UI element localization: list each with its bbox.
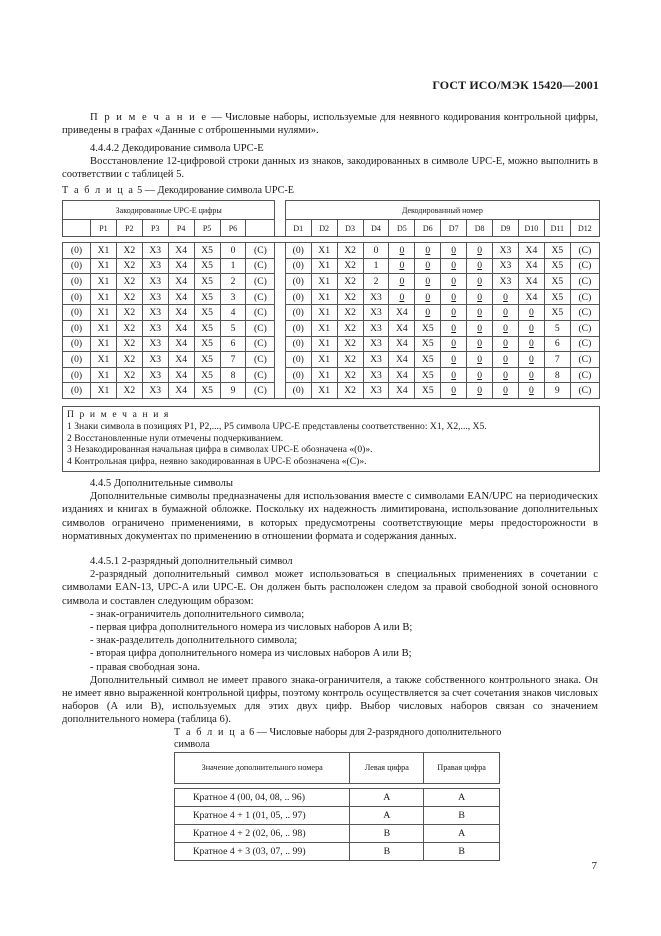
table-cell: (C)	[246, 320, 275, 336]
table-cell: 0	[493, 320, 519, 336]
table-cell: X4	[389, 305, 415, 321]
table-cell: X4	[518, 258, 544, 274]
table-cell: (C)	[570, 289, 599, 305]
table5-note: 2 Восстановленные нули отмечены подчеркиванием.	[67, 432, 284, 444]
table-cell: X3	[142, 289, 168, 305]
table5-col-header: D5	[389, 220, 415, 237]
table-row	[63, 274, 600, 290]
table-cell: X3	[142, 383, 168, 399]
table5-notes-title: П р и м е ч а н и я	[67, 408, 170, 420]
table-cell: (0)	[285, 367, 311, 383]
table-cell: A	[424, 789, 500, 807]
table-cell: X1	[90, 367, 116, 383]
table-cell: X5	[544, 243, 570, 259]
table5-col-header: D1	[285, 220, 311, 237]
table-cell: 0	[415, 258, 441, 274]
table5-col-header: P2	[116, 220, 142, 237]
table-cell: X5	[194, 305, 220, 321]
table-cell: (C)	[246, 258, 275, 274]
table-cell: X5	[544, 258, 570, 274]
document-header: ГОСТ ИСО/МЭК 15420—2001	[432, 78, 599, 92]
table-cell: X5	[415, 320, 441, 336]
table5-notes	[63, 406, 600, 471]
table-row	[175, 825, 500, 843]
table-cell: 1	[220, 258, 246, 274]
table-cell: X3	[142, 336, 168, 352]
table-cell: 3	[220, 289, 246, 305]
table-cell: 7	[220, 352, 246, 368]
table-cell: X4	[168, 320, 194, 336]
table-cell: 6	[220, 336, 246, 352]
table-cell: X4	[389, 352, 415, 368]
table-cell: X1	[311, 305, 337, 321]
table-cell: 0	[441, 336, 467, 352]
table-cell: 0	[441, 383, 467, 399]
table5-caption	[62, 184, 598, 197]
table-cell: X4	[389, 367, 415, 383]
table5-note: 4 Контрольная цифра, неявно закодированная в UPC-E обозначена «(C)».	[67, 456, 367, 468]
table-cell: X3	[142, 320, 168, 336]
table-cell: X1	[311, 320, 337, 336]
table-cell: X2	[116, 305, 142, 321]
table-cell: X4	[518, 274, 544, 290]
table-cell: X4	[168, 336, 194, 352]
table-cell: X2	[337, 336, 363, 352]
table-cell: X1	[90, 274, 116, 290]
table5-col-header: P3	[142, 220, 168, 237]
table-cell: A	[350, 789, 424, 807]
table-cell: 0	[467, 305, 493, 321]
table-cell: X4	[168, 243, 194, 259]
table-cell: 5	[544, 320, 570, 336]
table-cell: (C)	[570, 274, 599, 290]
table5-col-header: D4	[363, 220, 389, 237]
table5-col-header: D12	[570, 220, 599, 237]
list-item: - знак-разделитель дополнительного символа;	[90, 635, 298, 647]
section-445-text: Дополнительные символы предназначены для использования вместе с символами EAN/UPC на периодических изданиях и книгах в бумажной обложке. Поскольку их надежность лимитирована, использование дополнительных символов ограничено применениями, в которых предусмотрены соответствующие меры предосторожности в нормативных документах по применению в отношении формата и содержания данных.	[62, 491, 598, 542]
table-cell: 0	[518, 336, 544, 352]
table-cell: (0)	[63, 258, 91, 274]
table5-col-header: D8	[467, 220, 493, 237]
table-cell: 0	[415, 289, 441, 305]
table5-col-header: P1	[90, 220, 116, 237]
table-cell: 0	[415, 243, 441, 259]
table5-col-header: P4	[168, 220, 194, 237]
table-cell: 5	[220, 320, 246, 336]
table-cell: X4	[168, 289, 194, 305]
table6	[174, 752, 500, 861]
table-cell: 9	[220, 383, 246, 399]
table-cell: 0	[493, 305, 519, 321]
table-cell: (C)	[570, 336, 599, 352]
table-cell: X5	[194, 320, 220, 336]
table-cell: (0)	[285, 289, 311, 305]
table-cell: (0)	[285, 274, 311, 290]
table-cell: B	[350, 843, 424, 861]
list-item: - первая цифра дополнительного номера из числовых наборов A или B;	[90, 622, 413, 634]
table-cell: X1	[311, 274, 337, 290]
table-cell: X3	[493, 258, 519, 274]
table-cell: 4	[220, 305, 246, 321]
table-cell: X5	[415, 352, 441, 368]
table-cell: 0	[441, 305, 467, 321]
table-cell: X1	[90, 305, 116, 321]
table-cell: 8	[544, 367, 570, 383]
table5-head-right: Декодированный номер	[285, 201, 599, 220]
table5-note: 3 Незакодированная начальная цифра в символах UPC-E обозначена «(0)».	[67, 444, 373, 456]
table-cell: Кратное 4 (00, 04, 08, .. 96)	[175, 789, 350, 807]
table-cell: X4	[168, 383, 194, 399]
table-row	[63, 367, 600, 383]
table5-note: 1 Знаки символа в позициях P1, P2,..., P5 символа UPC-E представлены соответственно: X1, X2,..., X5.	[67, 420, 487, 432]
table-cell: X2	[337, 367, 363, 383]
table-cell: 0	[467, 258, 493, 274]
table-cell: 0	[493, 367, 519, 383]
table-cell: 8	[220, 367, 246, 383]
table-cell: 9	[544, 383, 570, 399]
table-cell: X4	[168, 352, 194, 368]
table-cell: (0)	[285, 336, 311, 352]
table-cell: X1	[90, 258, 116, 274]
table-cell: X5	[415, 336, 441, 352]
table-cell: B	[424, 843, 500, 861]
table-cell: (C)	[246, 367, 275, 383]
table-cell: X5	[194, 289, 220, 305]
table-cell: X3	[363, 352, 389, 368]
table-cell: X1	[311, 258, 337, 274]
table-cell: X1	[311, 336, 337, 352]
table-cell: (0)	[63, 243, 91, 259]
table-cell: (C)	[246, 289, 275, 305]
table-cell: (C)	[570, 305, 599, 321]
table-cell: 0	[441, 352, 467, 368]
section-4442	[62, 142, 598, 182]
table-cell: 0	[389, 243, 415, 259]
table-cell: X2	[116, 367, 142, 383]
table-cell: X5	[415, 383, 441, 399]
table6-head-value: Значение дополнительного номера	[175, 753, 350, 784]
table-cell: (0)	[285, 258, 311, 274]
table-cell: A	[424, 825, 500, 843]
table-row	[63, 305, 600, 321]
table-cell: X3	[142, 305, 168, 321]
table-cell: 0	[389, 274, 415, 290]
table-cell: (C)	[246, 305, 275, 321]
table-cell: X1	[311, 243, 337, 259]
table-cell: X5	[194, 274, 220, 290]
table-cell: X5	[415, 367, 441, 383]
table-cell: X2	[116, 243, 142, 259]
table-cell: X3	[363, 305, 389, 321]
table-cell: X2	[337, 274, 363, 290]
section-4442-text: Восстановление 12-цифровой строки данных из знаков, закодированных в символе UPC-E, можно выполнить в соответствии с таблицей 5.	[62, 156, 598, 181]
table-cell: X4	[168, 305, 194, 321]
table-row	[63, 352, 600, 368]
table-cell: X5	[544, 289, 570, 305]
table-cell: X4	[389, 383, 415, 399]
table-cell: X5	[194, 258, 220, 274]
table-cell: X5	[544, 305, 570, 321]
table-cell: 0	[220, 243, 246, 259]
table-cell: Кратное 4 + 3 (03, 07, .. 99)	[175, 843, 350, 861]
table-cell: X2	[337, 320, 363, 336]
table-cell: 0	[467, 243, 493, 259]
table5-col-header: D11	[544, 220, 570, 237]
table-cell: 0	[389, 289, 415, 305]
table-cell: (0)	[285, 320, 311, 336]
table-cell: (0)	[285, 305, 311, 321]
table-cell: (0)	[285, 352, 311, 368]
table-cell: X1	[311, 352, 337, 368]
table6-caption-text: 6 — Числовые наборы для 2-разрядного дополнительного символа	[174, 727, 502, 750]
table-cell: Кратное 4 + 2 (02, 06, .. 98)	[175, 825, 350, 843]
table-cell: (0)	[63, 352, 91, 368]
table-cell: X1	[90, 352, 116, 368]
table-cell: X2	[116, 336, 142, 352]
table-cell: (C)	[246, 243, 275, 259]
table-cell: (C)	[570, 352, 599, 368]
table-cell: X2	[116, 289, 142, 305]
table-cell: X2	[116, 274, 142, 290]
table-cell: (0)	[285, 243, 311, 259]
table5-col-header: D2	[311, 220, 337, 237]
table-cell: 0	[518, 383, 544, 399]
table-cell: 0	[441, 243, 467, 259]
table-cell: X5	[194, 243, 220, 259]
table-cell: X2	[337, 305, 363, 321]
table-cell: (C)	[246, 383, 275, 399]
table-cell: (0)	[285, 383, 311, 399]
table-cell: X5	[194, 367, 220, 383]
table-row	[175, 843, 500, 861]
section-4451-heading: 4.4.5.1 2-разрядный дополнительный символ	[90, 556, 293, 567]
table-cell: 0	[467, 367, 493, 383]
table-cell: X4	[389, 336, 415, 352]
table-row	[63, 320, 600, 336]
table5-col-header: D6	[415, 220, 441, 237]
table-cell: X3	[493, 243, 519, 259]
table-cell: X3	[142, 258, 168, 274]
table-cell: X2	[337, 352, 363, 368]
table-cell: 0	[493, 383, 519, 399]
table-cell: (0)	[63, 383, 91, 399]
table-cell: 0	[415, 305, 441, 321]
table-cell: X3	[363, 367, 389, 383]
table-cell: X2	[337, 243, 363, 259]
table-cell: 0	[467, 383, 493, 399]
table5-caption-label: Т а б л и ц а	[62, 185, 135, 196]
table-cell: 0	[518, 320, 544, 336]
table-cell: 7	[544, 352, 570, 368]
table5-col-header	[63, 220, 91, 237]
list-item: - правая свободная зона.	[90, 661, 200, 673]
table-cell: 0	[467, 320, 493, 336]
table5	[62, 200, 600, 472]
table-cell: X5	[194, 352, 220, 368]
table-cell: 0	[441, 320, 467, 336]
table-cell: X1	[90, 320, 116, 336]
page-number: 7	[591, 860, 597, 872]
table-cell: X1	[90, 289, 116, 305]
table-cell: X4	[168, 258, 194, 274]
table-row	[175, 807, 500, 825]
table-cell: X3	[493, 274, 519, 290]
table-cell: X3	[363, 289, 389, 305]
table-cell: 0	[441, 274, 467, 290]
table5-col-header: P6	[220, 220, 246, 237]
table-cell: X5	[544, 274, 570, 290]
table-cell: X1	[90, 243, 116, 259]
table-cell: 0	[467, 289, 493, 305]
table-cell: 0	[363, 243, 389, 259]
table-row	[63, 258, 600, 274]
section-445-heading: 4.4.5 Дополнительные символы	[90, 478, 233, 489]
table-cell: Кратное 4 + 1 (01, 05, .. 97)	[175, 807, 350, 825]
section-4451	[62, 555, 598, 727]
table-cell: (C)	[570, 258, 599, 274]
table-cell: (C)	[246, 352, 275, 368]
table-cell: 0	[493, 336, 519, 352]
table6-caption-label: Т а б л и ц а	[174, 727, 247, 738]
list-item: - знак-ограничитель дополнительного символа;	[90, 608, 305, 620]
table-cell: (C)	[570, 320, 599, 336]
table-row	[63, 243, 600, 259]
table-row	[175, 789, 500, 807]
table-cell: X1	[311, 383, 337, 399]
table-cell: A	[350, 807, 424, 825]
table-cell: X4	[518, 289, 544, 305]
table-cell: 0	[493, 289, 519, 305]
table-row	[63, 383, 600, 399]
table-cell: X2	[116, 320, 142, 336]
table5-head-left: Закодированные UPC-E цифры	[63, 201, 275, 220]
table-cell: X2	[337, 383, 363, 399]
table-cell: 0	[389, 258, 415, 274]
table-cell: X3	[142, 352, 168, 368]
table-cell: 2	[363, 274, 389, 290]
table-cell: X2	[337, 289, 363, 305]
table-cell: 0	[441, 289, 467, 305]
section-445	[62, 477, 598, 543]
table-cell: 0	[467, 274, 493, 290]
table-cell: X2	[116, 352, 142, 368]
table-cell: X5	[194, 383, 220, 399]
table-cell: (C)	[570, 243, 599, 259]
table-cell: X2	[116, 383, 142, 399]
table-cell: X1	[90, 336, 116, 352]
table5-col-header: D3	[337, 220, 363, 237]
table-row	[63, 289, 600, 305]
table-cell: (C)	[246, 336, 275, 352]
table-cell: X4	[168, 367, 194, 383]
table-row	[63, 336, 600, 352]
note-text: — Числовые наборы, используемые для неявного кодирования контрольной цифры, приведены в графах «Данные с отброшенными нулями».	[62, 112, 598, 137]
table-cell: (0)	[63, 367, 91, 383]
table-cell: 0	[441, 367, 467, 383]
table-cell: 1	[363, 258, 389, 274]
table-cell: X3	[363, 336, 389, 352]
table-cell: 0	[518, 305, 544, 321]
section-4451-text: 2-разрядный дополнительный символ может использоваться в специальных применениях в сочетании с символами EAN-13, UPC-A или UPC-E. Он должен быть расположен следом за правой свободной зоной основного символа и составлен следующим образом:	[62, 569, 598, 607]
table-cell: (0)	[63, 289, 91, 305]
list-item: - вторая цифра дополнительного номера из числовых наборов A или B;	[90, 648, 412, 660]
table-cell: X3	[142, 367, 168, 383]
table-cell: X2	[116, 258, 142, 274]
table-cell: X1	[90, 383, 116, 399]
table-cell: X4	[518, 243, 544, 259]
table-cell: 2	[220, 274, 246, 290]
table-cell: 6	[544, 336, 570, 352]
table-cell: 0	[518, 352, 544, 368]
table-cell: 0	[493, 352, 519, 368]
table-cell: (C)	[570, 367, 599, 383]
table-cell: (0)	[63, 336, 91, 352]
table5-col-header: D10	[518, 220, 544, 237]
table-cell: (C)	[570, 383, 599, 399]
table5-col-header: P5	[194, 220, 220, 237]
note-top	[62, 111, 598, 137]
table-cell: (0)	[63, 305, 91, 321]
table5-col-header: D7	[441, 220, 467, 237]
table-cell: X3	[363, 383, 389, 399]
table-cell: 0	[441, 258, 467, 274]
table-cell: X5	[194, 336, 220, 352]
table5-col-header: D9	[493, 220, 519, 237]
table5-col-header	[246, 220, 275, 237]
note-label: П р и м е ч а н и е	[90, 112, 208, 123]
table-cell: 0	[467, 352, 493, 368]
table-cell: 0	[518, 367, 544, 383]
table-cell: X3	[363, 320, 389, 336]
table6-caption	[174, 727, 524, 751]
section-4442-heading: 4.4.4.2 Декодирование символа UPC-E	[90, 143, 264, 154]
table-cell: (0)	[63, 274, 91, 290]
table-cell: X3	[142, 274, 168, 290]
table-cell: X4	[389, 320, 415, 336]
table5-caption-text: 5 — Декодирование символа UPC-E	[137, 185, 294, 196]
table-cell: B	[350, 825, 424, 843]
table6-head-left: Левая цифра	[350, 753, 424, 784]
table6-head-right: Правая цифра	[424, 753, 500, 784]
table-cell: B	[424, 807, 500, 825]
table-cell: 0	[415, 274, 441, 290]
table-cell: X2	[337, 258, 363, 274]
table-cell: X1	[311, 367, 337, 383]
table-cell: X1	[311, 289, 337, 305]
table-cell: X4	[168, 274, 194, 290]
table-cell: (C)	[246, 274, 275, 290]
section-4451-text2: Дополнительный символ не имеет правого знака-ограничителя, а также собственного контрольного знака. Он не имеет явно выраженной контрольной цифры, поэтому контроль осуществляется за счет сочетания знаков числовых наборов (A или B), используемых для этих двух цифр. Выбор числовых наборов связан со значением дополнительного номера (таблица 6).	[62, 674, 598, 726]
table-cell: X3	[142, 243, 168, 259]
table-cell: (0)	[63, 320, 91, 336]
table-cell: 0	[467, 336, 493, 352]
